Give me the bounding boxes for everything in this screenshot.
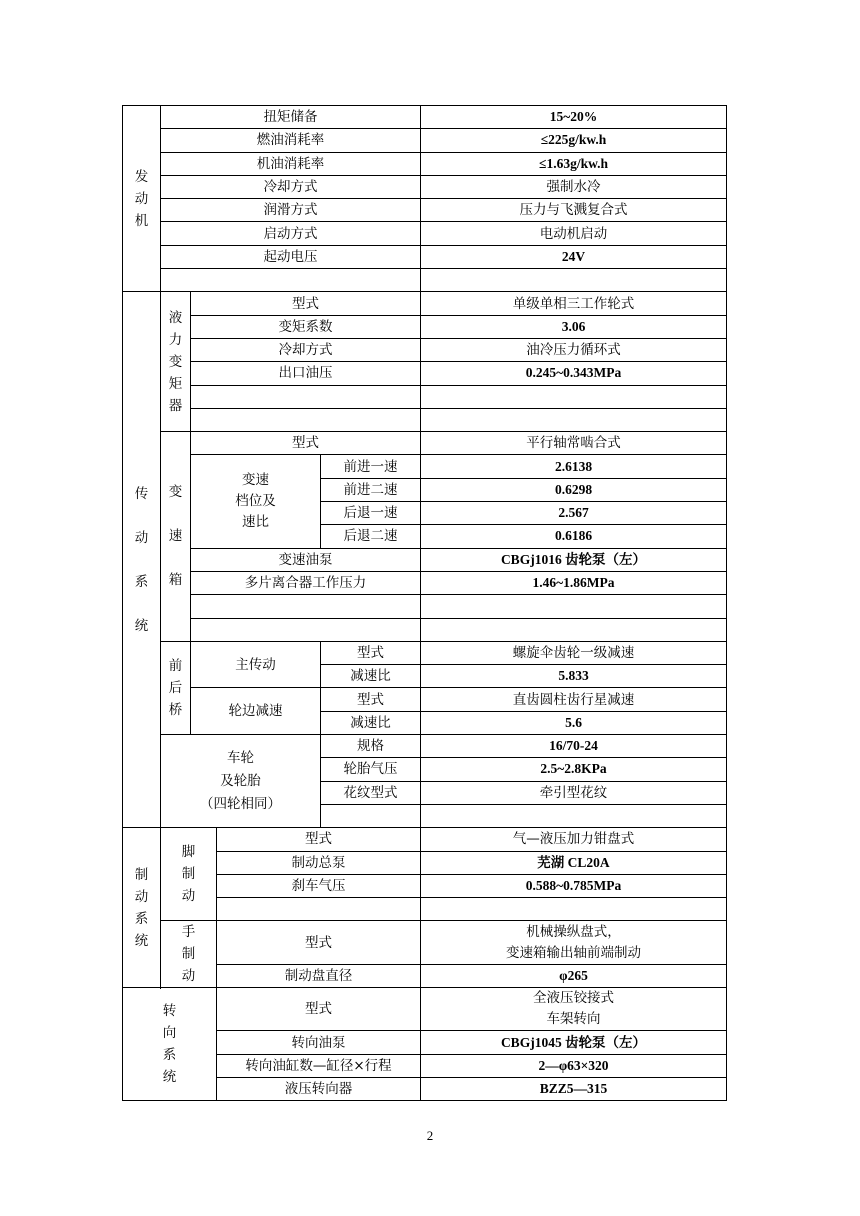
gear-label: 后退一速: [321, 502, 421, 525]
spec-value: 压力与飞溅复合式: [421, 199, 727, 222]
spec-label: 液压转向器: [217, 1077, 421, 1100]
spec-value: 15~20%: [421, 106, 727, 129]
spec-label: 轮胎气压: [321, 758, 421, 781]
spec-value: ≤225g/kw.h: [421, 129, 727, 152]
spec-label: 出口油压: [191, 362, 421, 385]
spec-value: 直齿圆柱齿行星减速: [421, 688, 727, 711]
spec-value: 电动机启动: [421, 222, 727, 245]
gear-value: 2.567: [421, 502, 727, 525]
wheels-label: 车轮 及轮胎 （四轮相同）: [161, 735, 321, 828]
spec-value: 1.46~1.86MPa: [421, 571, 727, 594]
spec-value: 全液压铰接式 车架转向: [421, 988, 727, 1031]
brake-group-label: 制 动 系 统: [123, 828, 161, 988]
spec-value: 牵引型花纹: [421, 781, 727, 804]
empty-cell: [421, 269, 727, 292]
wheel-reduction-label: 轮边减速: [191, 688, 321, 735]
spec-label: 型式: [191, 432, 421, 455]
spec-label: 扭矩储备: [161, 106, 421, 129]
gear-value: 0.6186: [421, 525, 727, 548]
main-drive-label: 主传动: [191, 641, 321, 688]
spec-label: 刹车气压: [217, 874, 421, 897]
empty-cell: [421, 618, 727, 641]
spec-value: 单级单相三工作轮式: [421, 292, 727, 315]
spec-label: 制动盘直径: [217, 964, 421, 988]
gear-label: 后退二速: [321, 525, 421, 548]
spec-label: 规格: [321, 735, 421, 758]
spec-value: BZZ5—315: [421, 1077, 727, 1100]
spec-label: 冷却方式: [191, 338, 421, 361]
spec-value: 2—φ63×320: [421, 1054, 727, 1077]
spec-value: 平行轴常啮合式: [421, 432, 727, 455]
spec-label: 型式: [321, 641, 421, 664]
spec-label: 型式: [321, 688, 421, 711]
empty-cell: [421, 898, 727, 921]
spec-label: 转向油缸数—缸径×行程: [217, 1054, 421, 1077]
spec-value: φ265: [421, 964, 727, 988]
spec-value: 0.245~0.343MPa: [421, 362, 727, 385]
transmission-group-label: 传 动 系 统: [123, 292, 161, 828]
empty-cell: [191, 595, 421, 618]
spec-label: 多片离合器工作压力: [191, 571, 421, 594]
spec-label: 起动电压: [161, 245, 421, 268]
spec-value: 强制水冷: [421, 175, 727, 198]
foot-brake-label: 脚 制 动: [161, 828, 217, 921]
spec-label: 机油消耗率: [161, 152, 421, 175]
spec-label: 型式: [217, 988, 421, 1031]
steering-group-label: 转 向 系 统: [123, 988, 217, 1101]
spec-label: 减速比: [321, 665, 421, 688]
page-number: 2: [426, 1128, 434, 1143]
gear-value: 2.6138: [421, 455, 727, 478]
spec-value: 气—液压加力钳盘式: [421, 828, 727, 851]
spec-value: 2.5~2.8KPa: [421, 758, 727, 781]
spec-value: CBGj1016 齿轮泵（左）: [421, 548, 727, 571]
gearbox-label: 变 速 箱: [161, 432, 191, 642]
empty-cell: [191, 408, 421, 431]
spec-value: 16/70-24: [421, 735, 727, 758]
spec-label: 减速比: [321, 711, 421, 734]
gear-value: 0.6298: [421, 478, 727, 501]
spec-value: 油冷压力循环式: [421, 338, 727, 361]
hand-brake-label: 手 制 动: [161, 921, 217, 988]
empty-cell: [421, 408, 727, 431]
spec-label: 花纹型式: [321, 781, 421, 804]
spec-value: 24V: [421, 245, 727, 268]
spec-value: 螺旋伞齿轮一级减速: [421, 641, 727, 664]
spec-value: 3.06: [421, 315, 727, 338]
gear-label: 前进一速: [321, 455, 421, 478]
spec-value: 5.833: [421, 665, 727, 688]
spec-label: 制动总泵: [217, 851, 421, 874]
spec-label: 型式: [217, 921, 421, 964]
spec-value: 芜湖 CL20A: [421, 851, 727, 874]
spec-label: 冷却方式: [161, 175, 421, 198]
spec-value: 0.588~0.785MPa: [421, 874, 727, 897]
spec-label: 转向油泵: [217, 1031, 421, 1054]
spec-table: [122, 105, 727, 1101]
empty-cell: [421, 385, 727, 408]
spec-value: ≤1.63g/kw.h: [421, 152, 727, 175]
spec-label: 变矩系数: [191, 315, 421, 338]
torque-converter-label: 液 力 变 矩 器: [161, 292, 191, 432]
empty-cell: [421, 595, 727, 618]
spec-label: 变速油泵: [191, 548, 421, 571]
spec-label: 润滑方式: [161, 199, 421, 222]
empty-cell: [161, 269, 421, 292]
gear-label: 前进二速: [321, 478, 421, 501]
engine-group-label: 发 动 机: [123, 106, 161, 292]
spec-value: CBGj1045 齿轮泵（左）: [421, 1031, 727, 1054]
spec-value: 5.6: [421, 711, 727, 734]
axle-label: 前 后 桥: [161, 641, 191, 734]
spec-value: 机械操纵盘式， 变速箱输出轴前端制动: [421, 921, 727, 964]
spec-label: 型式: [191, 292, 421, 315]
empty-cell: [191, 618, 421, 641]
gear-ratio-group-label: 变速 档位及 速比: [191, 455, 321, 548]
empty-cell: [217, 898, 421, 921]
empty-cell: [321, 804, 421, 827]
spec-label: 启动方式: [161, 222, 421, 245]
empty-cell: [421, 804, 727, 827]
empty-cell: [191, 385, 421, 408]
spec-label: 燃油消耗率: [161, 129, 421, 152]
spec-label: 型式: [217, 828, 421, 851]
